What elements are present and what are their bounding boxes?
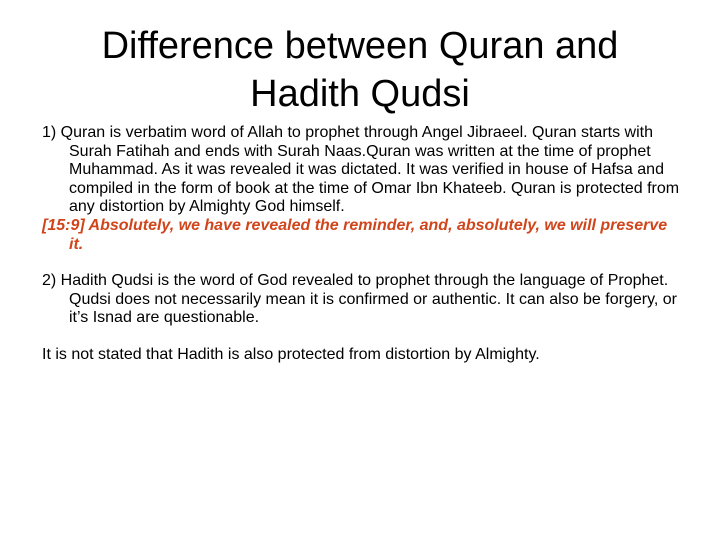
quran-quote: [15:9] Absolutely, we have revealed the reminder, and, absolutely, we will preserve it. (42, 216, 668, 253)
slide-title (40, 22, 680, 118)
paragraph-quran: 1) Quran is verbatim word of Allah to prophet through Angel Jibraeel. Quran starts with Surah Fatihah and ends with Surah Naas.Quran was written at the time of prophet Muhammad. As it was revealed it was dictated. It was verified in house of Hafsa and compiled in the form of book at the time of Omar Ibn Khateeb. Quran is protected from any distortion by Almighty God himself. (42, 124, 680, 216)
spacer (42, 254, 682, 272)
title-line-1: Difference between Quran and (101, 25, 619, 67)
paragraph-hadith-qudsi: 2) Hadith Qudsi is the word of God revealed to prophet through the language of Prophet. Qudsi does not necessarily mean it is confirmed or authentic. It can also be forgery, or it’s Isnad are questionable. (42, 272, 677, 327)
title-line-2: Hadith Qudsi (250, 73, 470, 115)
slide-body (42, 124, 682, 365)
paragraph-conclusion: It is not stated that Hadith is also protected from distortion by Almighty. (42, 345, 540, 363)
spacer (42, 328, 682, 346)
